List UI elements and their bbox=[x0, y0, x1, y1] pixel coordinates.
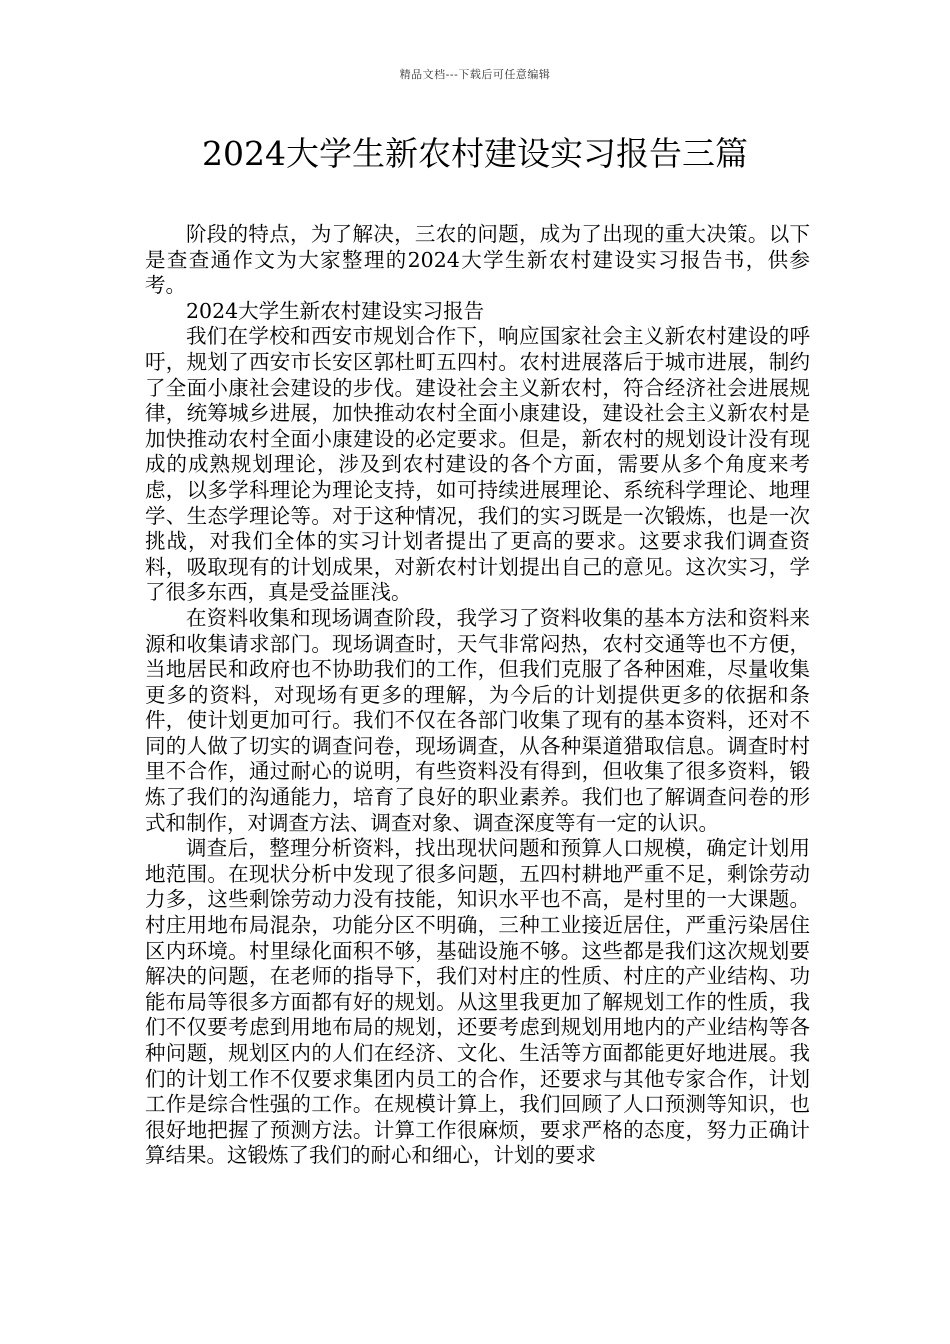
paragraph: 在资料收集和现场调查阶段，我学习了资料收集的基本方法和资料来源和收集请求部门。现场调查时，天气非常闷热，农村交通等也不方便，当地居民和政府也不协助我们的工作，但我们克服了各种困难，尽量收集更多的资料，对现场有更多的理解，为今后的计划提供更多的依据和条件，使计划更加可行。我们不仅在各部门收集了现有的基本资料，还对不同的人做了切实的调查问卷，现场调查，从各种渠道猎取信息。调查时村里不合作，通过耐心的说明，有些资料没有得到，但收集了很多资料，锻炼了我们的沟通能力，培育了良好的职业素养。我们也了解调查问卷的形式和制作，对调查方法、调查对象、调查深度等有一定的认识。 bbox=[145, 605, 810, 835]
header-note: 精品文档---下载后可任意编辑 bbox=[399, 68, 551, 81]
section-heading: 2024大学生新农村建设实习报告 bbox=[186, 298, 485, 323]
document-body bbox=[145, 222, 810, 1169]
paragraph: 我们在学校和西安市规划合作下，响应国家社会主义新农村建设的呼吁，规划了西安市长安区郭杜町五四村。农村进展落后于城市进展，制约了全面小康社会建设的步伐。建设社会主义新农村，符合经济社会进展规律，统筹城乡进展，加快推动农村全面小康建设，建设社会主义新农村是加快推动农村全面小康建设的必定要求。但是，新农村的规划设计没有现成的成熟规划理论，涉及到农村建设的各个方面，需要从多个角度来考虑，以多学科理论为理论支持，如可持续进展理论、系统科学理论、地理学、生态学理论等。对于这种情况，我们的实习既是一次锻炼，也是一次挑战，对我们全体的实习计划者提出了更高的要求。这要求我们调查资料，吸取现有的计划成果，对新农村计划提出自己的意见。这次实习，学了很多东西，真是受益匪浅。 bbox=[145, 324, 810, 605]
document-title: 2024大学生新农村建设实习报告三篇 bbox=[202, 134, 748, 173]
paragraph-intro: 阶段的特点，为了解决，三农的问题，成为了出现的重大决策。以下是查查通作文为大家整理的2024大学生新农村建设实习报告书，供参考。 bbox=[145, 222, 810, 298]
paragraph: 调查后，整理分析资料，找出现状问题和预算人口规模，确定计划用地范围。在现状分析中发现了很多问题，五四村耕地严重不足，剩馀劳动力多，这些剩馀劳动力没有技能，知识水平也不高，是村里的一大课题。村庄用地布局混杂，功能分区不明确，三种工业接近居住，严重污染居住区内环境。村里绿化面积不够，基础设施不够。这些都是我们这次规划要解决的问题，在老师的指导下，我们对村庄的性质、村庄的产业结构、功能布局等很多方面都有好的规划。从这里我更加了解规划工作的性质，我们不仅要考虑到用地布局的规划，还要考虑到规划用地内的产业结构等各种问题，规划区内的人们在经济、文化、生活等方面都能更好地进展。我们的计划工作不仅要求集团内员工的合作，还要求与其他专家合作，计划工作是综合性强的工作。在规模计算上，我们回顾了人口预测等知识，也很好地把握了预测方法。计算工作很麻烦，要求严格的态度，努力正确计算结果。这锻炼了我们的耐心和细心，计划的要求 bbox=[145, 836, 810, 1168]
